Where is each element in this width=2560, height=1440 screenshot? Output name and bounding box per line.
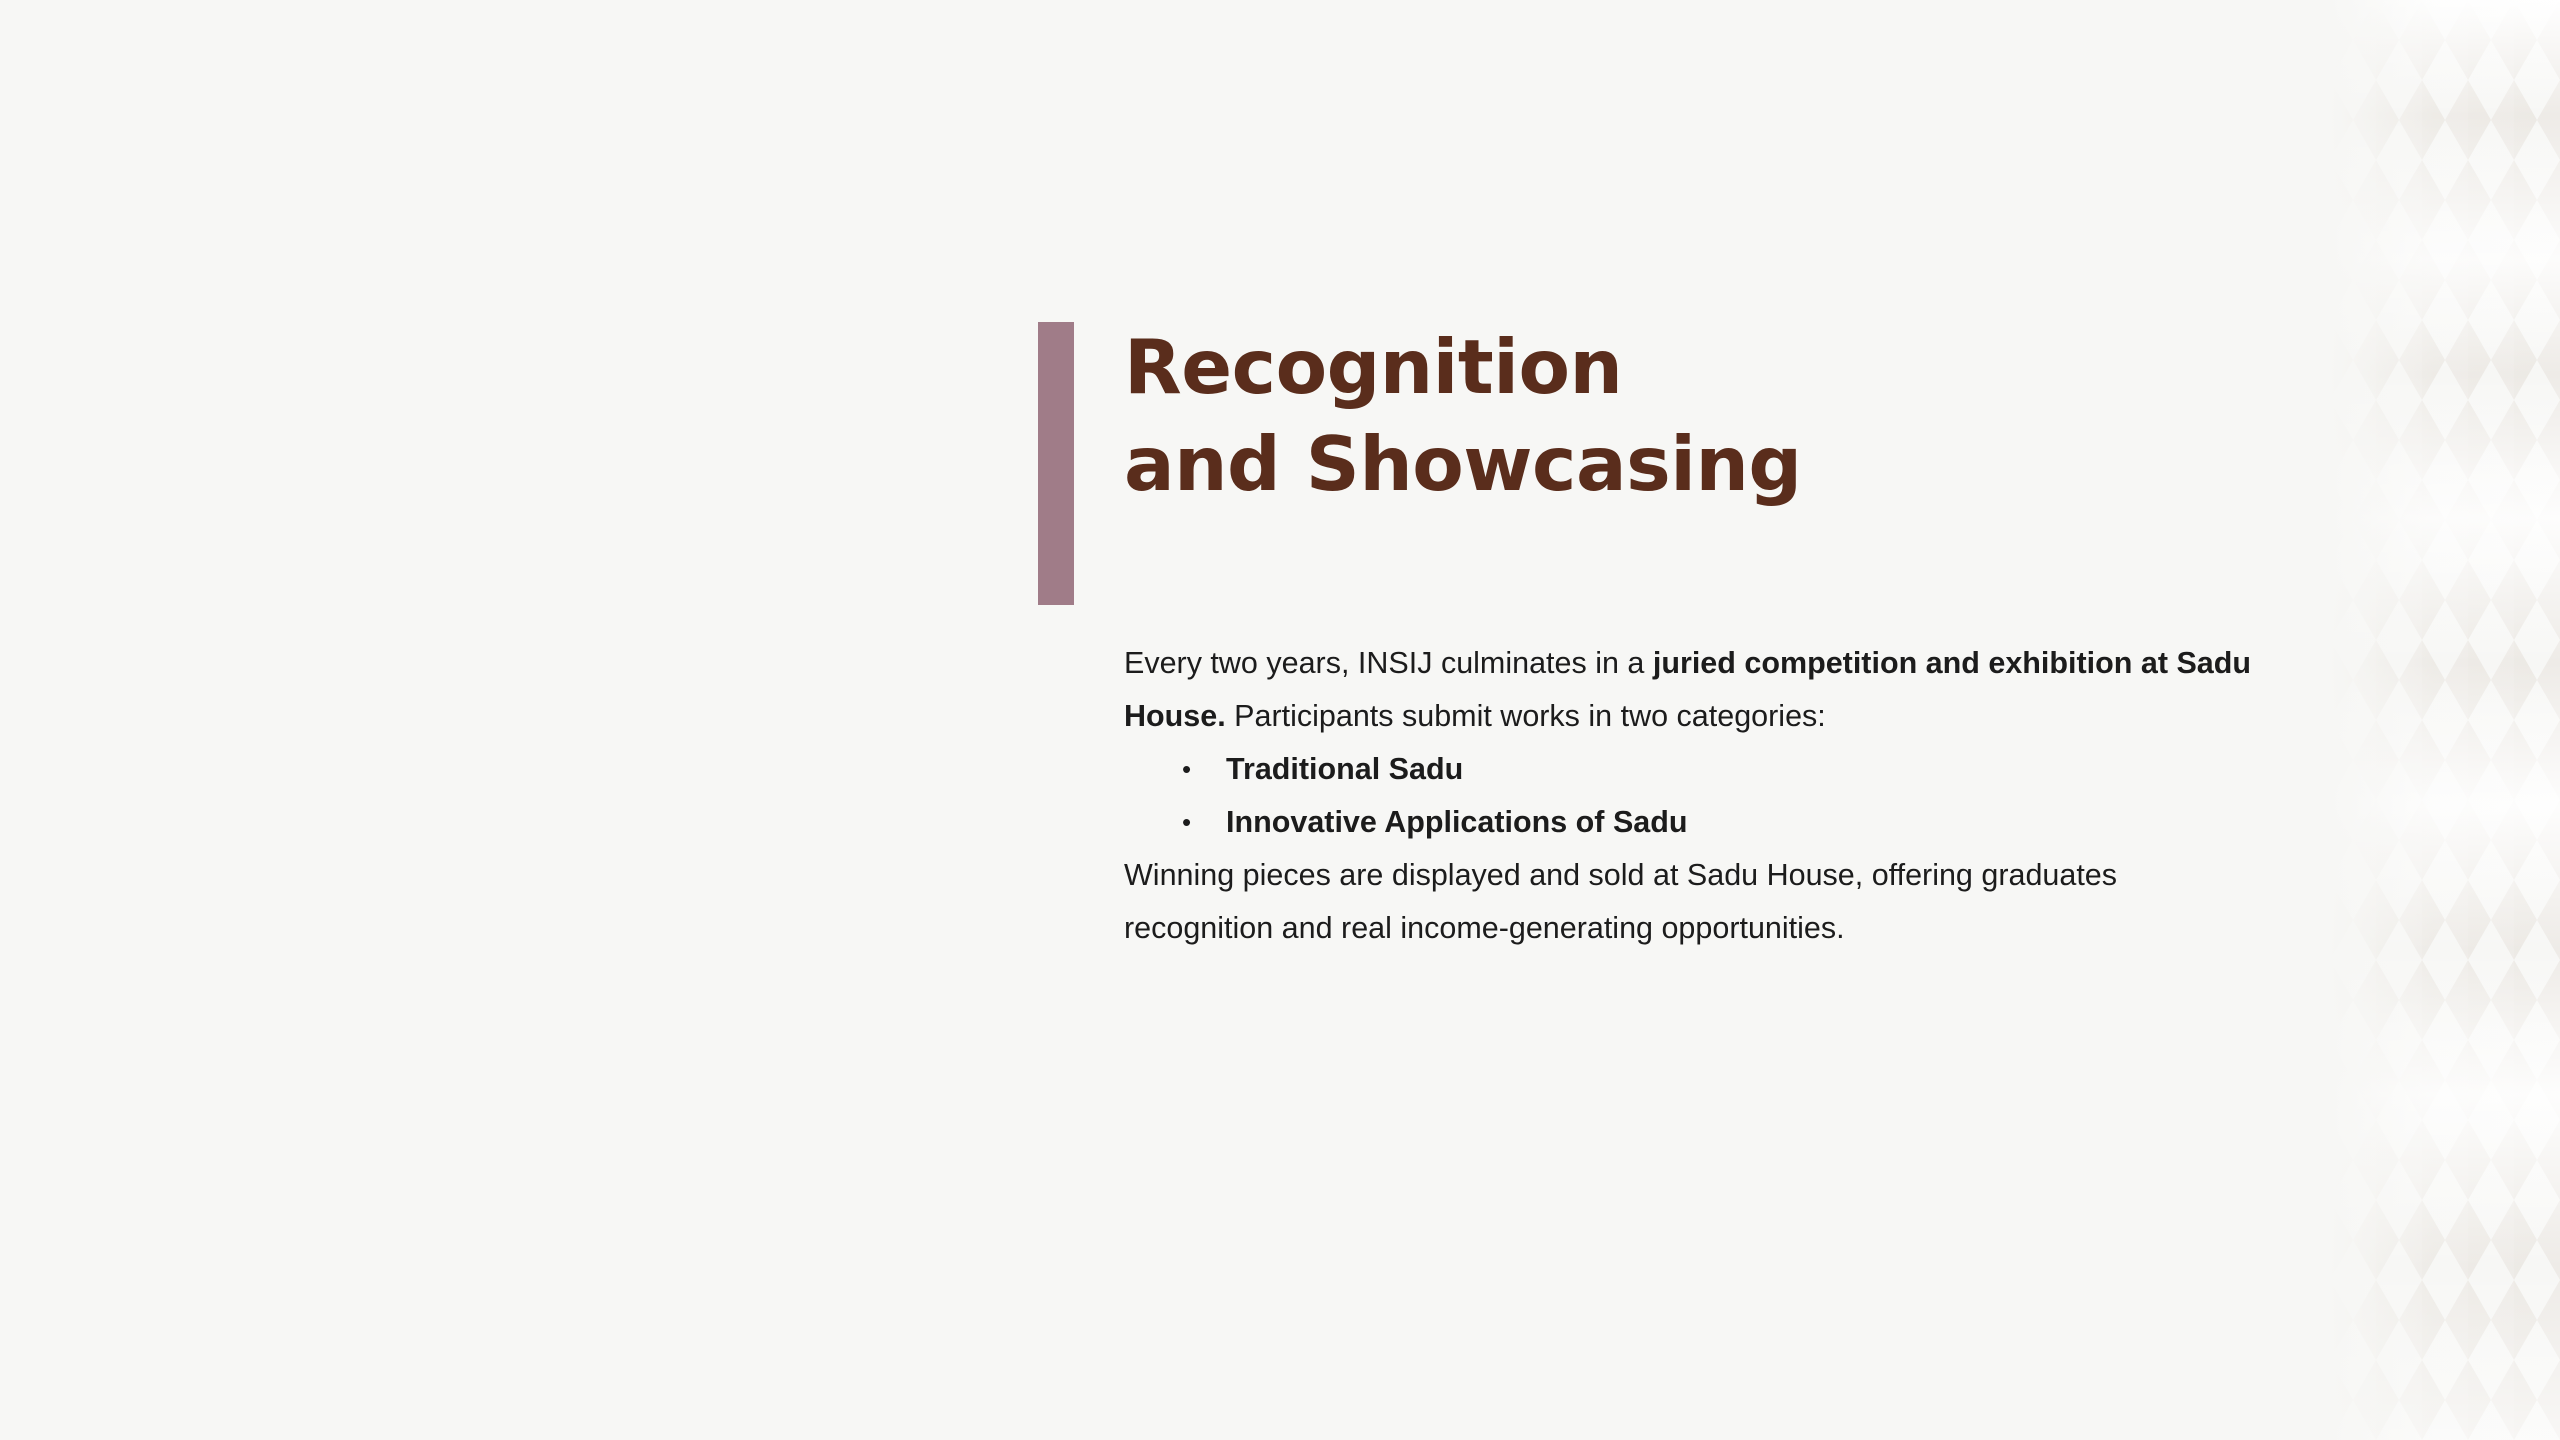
intro-text-lead: Every two years, INSIJ culminates in a xyxy=(1124,646,1653,680)
intro-text-emphasis: juried competition and exhibition at Sadu House. xyxy=(1124,646,2252,733)
list-item: • Innovative Applications of Sadu xyxy=(1124,796,2252,849)
page-title-line-1: Recognition xyxy=(1124,323,1623,411)
triangle-pattern-decoration xyxy=(2330,0,2560,1440)
body-content xyxy=(1124,637,2252,955)
intro-paragraph xyxy=(1124,637,2252,743)
title-accent-bar xyxy=(1038,322,1074,605)
category-list xyxy=(1124,743,2252,849)
list-item: • Traditional Sadu xyxy=(1124,743,2252,796)
page-title xyxy=(1124,323,2324,508)
closing-paragraph: Winning pieces are displayed and sold at Sadu House, offering graduates recognition and real income-generating opportunities. xyxy=(1124,858,2118,945)
page-title-line-2: and Showcasing xyxy=(1124,420,1802,508)
intro-text-tail: Participants submit works in two categories: xyxy=(1225,699,1826,733)
